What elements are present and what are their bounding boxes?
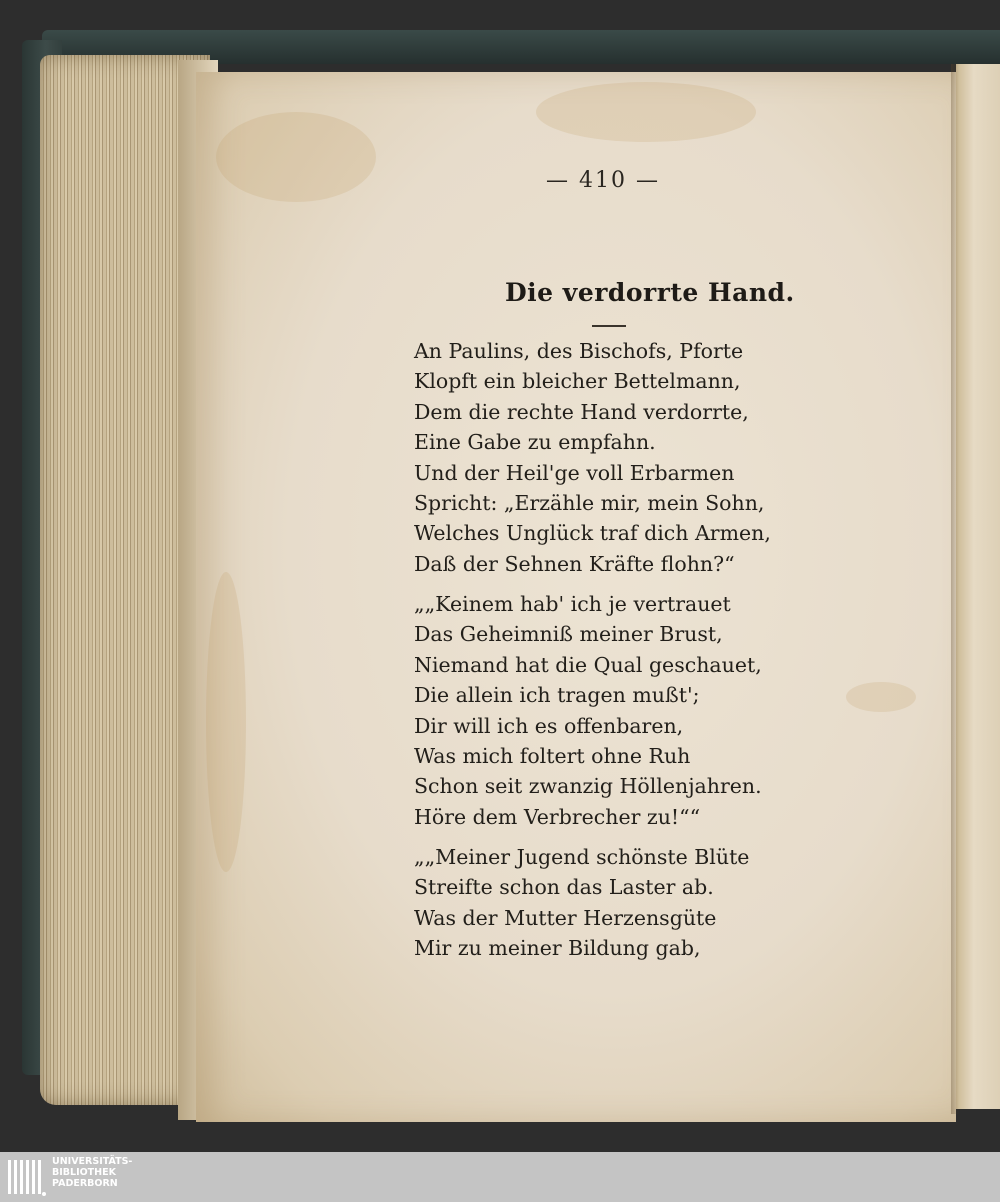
verse-line: Schon seit zwanzig Höllenjahren. bbox=[414, 774, 762, 799]
verse-line: Was mich foltert ohne Ruh bbox=[414, 744, 691, 769]
library-footer-bar bbox=[0, 1152, 1000, 1202]
verse-line: Das Geheimniß meiner Brust, bbox=[414, 622, 723, 647]
paper-stain bbox=[536, 82, 756, 142]
paper-stain bbox=[206, 572, 246, 872]
stanza-3 bbox=[414, 842, 749, 964]
verse-line: Eine Gabe zu empfahn. bbox=[414, 430, 656, 455]
poem-title: Die verdorrte Hand. bbox=[505, 278, 795, 307]
logo-text-line: BIBLIOTHEK bbox=[52, 1167, 116, 1178]
page-number: — 410 — bbox=[546, 168, 660, 193]
stanza-1 bbox=[414, 336, 771, 579]
title-rule bbox=[592, 325, 626, 327]
verse-line: An Paulins, des Bischofs, Pforte bbox=[414, 339, 744, 363]
university-library-logo-icon bbox=[6, 1156, 46, 1198]
verse-line: Spricht: „Erzähle mir, mein Sohn, bbox=[414, 491, 765, 516]
verse-line: Welches Unglück traf dich Armen, bbox=[414, 521, 771, 546]
paper-stain bbox=[846, 682, 916, 712]
logo-text-line: PADERBORN bbox=[52, 1178, 118, 1189]
verse-line: Und der Heil'ge voll Erbarmen bbox=[414, 460, 735, 485]
paper-stain bbox=[216, 112, 376, 202]
verse-line: Dem die rechte Hand verdorrte, bbox=[414, 399, 749, 424]
next-page-edge bbox=[956, 64, 1000, 1109]
verse-line: Klopft ein bleicher Bettelmann, bbox=[414, 369, 741, 394]
verse-line: Streifte schon das Laster ab. bbox=[414, 875, 714, 900]
stanza-2 bbox=[414, 589, 762, 832]
library-logo-text bbox=[52, 1156, 132, 1189]
verse-line: Mir zu meiner Bildung gab, bbox=[414, 936, 701, 961]
verse-line: Dir will ich es offenbaren, bbox=[414, 713, 684, 738]
verse-line: Höre dem Verbrecher zu!““ bbox=[414, 804, 701, 829]
verse-line: „„Meiner Jugend schönste Blüte bbox=[414, 845, 750, 869]
verse-line: Was der Mutter Herzensgüte bbox=[414, 905, 717, 930]
logo-text-line: UNIVERSITÄTS- bbox=[52, 1156, 133, 1167]
verse-line: Daß der Sehnen Kräfte flohn?“ bbox=[414, 551, 735, 576]
verse-line: Niemand hat die Qual geschauet, bbox=[414, 652, 762, 677]
verse-line: Die allein ich tragen mußt'; bbox=[414, 683, 700, 708]
page-gutter bbox=[951, 64, 959, 1114]
verse-line: „„Keinem hab' ich je vertrauet bbox=[414, 592, 731, 616]
